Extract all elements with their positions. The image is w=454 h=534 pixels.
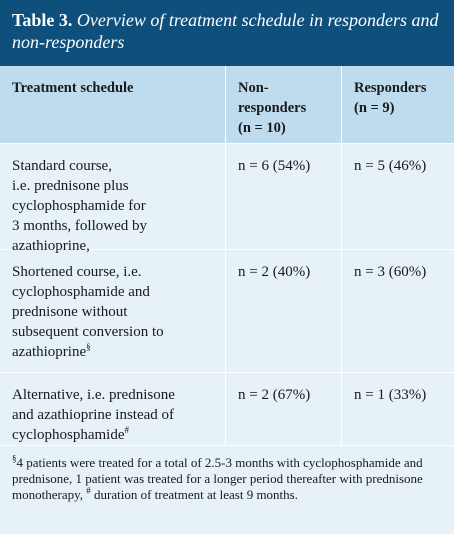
table-row <box>0 250 454 373</box>
row-non-responders-value: n = 2 (67%) <box>225 373 341 445</box>
header-treatment-schedule: Treatment schedule <box>12 80 134 96</box>
footnote-mark: § <box>12 453 17 464</box>
table-row <box>0 373 454 446</box>
footnote-mark: # <box>124 425 129 435</box>
footnote-mark: § <box>86 342 91 352</box>
table-header-row <box>0 66 454 144</box>
header-responders: Responders (n = 9) <box>341 66 454 143</box>
row-treatment-schedule: Standard course, i.e. prednisone plus cyclophosphamide for 3 months, followed by azathioprine, <box>12 158 147 254</box>
row-responders-value: n = 5 (46%) <box>341 144 454 249</box>
row-non-responders-value: n = 6 (54%) <box>225 144 341 249</box>
table-caption: Overview of treatment schedule in responders and non-responders <box>12 10 439 52</box>
row-non-responders-value: n = 2 (40%) <box>225 250 341 372</box>
row-treatment-schedule: Alternative, i.e. prednisone and azathioprine instead of cyclophosphamide# <box>12 387 175 443</box>
row-treatment-schedule: Shortened course, i.e. cyclophosphamide and prednisone without subsequent conversion to azathioprine§ <box>12 264 164 360</box>
row-responders-value: n = 3 (60%) <box>341 250 454 372</box>
table-title <box>0 0 454 66</box>
table-footnote: §4 patients were treated for a total of 2.5-3 months with cyclophosphamide and prednisone, 1 patient was treated for a longer period thereafter with prednisone monotherapy, # duration of treatment at least 9 months. <box>12 453 423 502</box>
header-non-responders: Non- responders (n = 10) <box>225 66 341 143</box>
row-responders-value: n = 1 (33%) <box>341 373 454 445</box>
table-label: Table 3. <box>12 10 73 30</box>
table-row <box>0 144 454 254</box>
footnote-mark: # <box>86 485 91 496</box>
